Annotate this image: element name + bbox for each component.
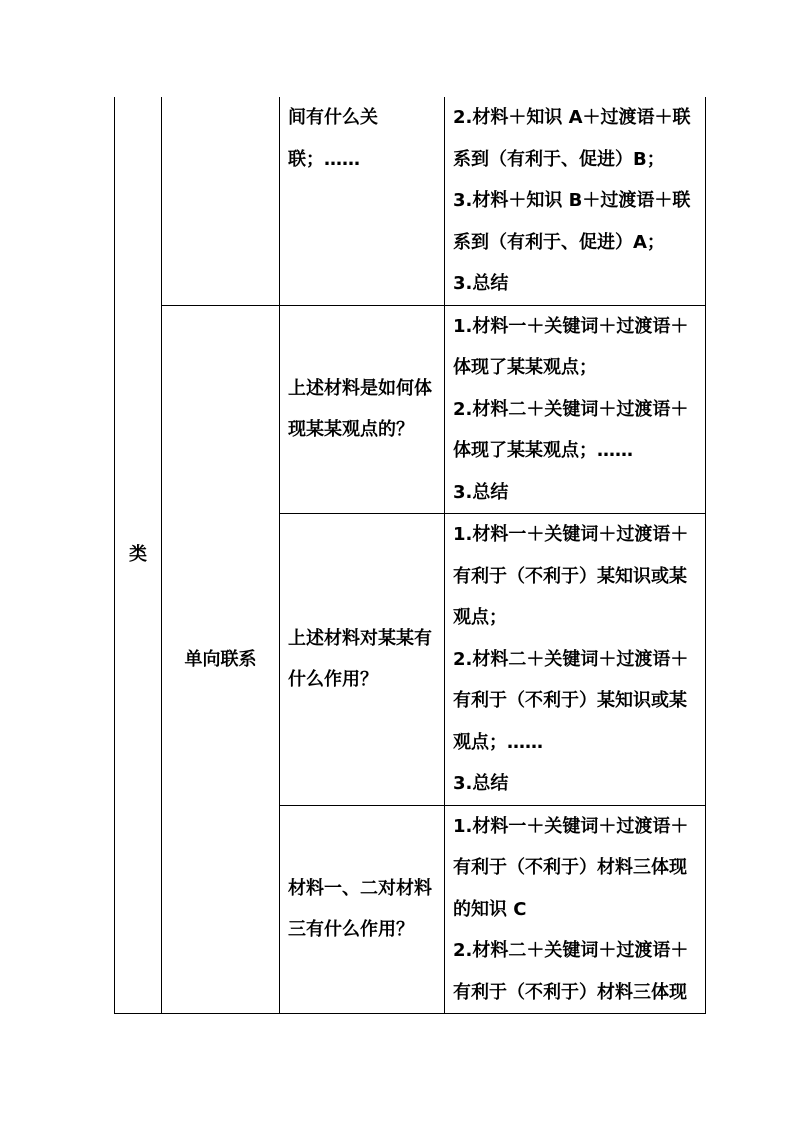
template-cell xyxy=(445,805,706,1014)
template-line: 的知识 C xyxy=(453,898,527,920)
table-row xyxy=(115,305,706,514)
template-line: 有利于（不利于）某知识或某 xyxy=(453,690,687,711)
template-cell xyxy=(445,305,706,514)
template-cell xyxy=(445,97,706,305)
template-text xyxy=(445,97,705,305)
template-line: 1.材料一＋关键词＋过渡语＋ xyxy=(453,524,689,545)
template-line: 2.材料＋知识 A＋过渡语＋联 xyxy=(453,107,691,128)
type-cell xyxy=(115,97,162,1014)
template-line: 观点； xyxy=(453,607,507,628)
question-text xyxy=(280,97,444,180)
template-line: 2.材料二＋关键词＋过渡语＋ xyxy=(453,398,689,420)
question-line: 三有什么作用？ xyxy=(288,919,414,941)
template-line: 1.材料一＋关键词＋过渡语＋ xyxy=(453,315,689,337)
relation-cell-empty xyxy=(162,97,280,305)
question-line: 上述材料是如何体 xyxy=(288,377,432,399)
template-line: 体现了某某观点；…… xyxy=(453,440,633,461)
template-line: 体现了某某观点； xyxy=(453,357,597,378)
template-line: 2.材料二＋关键词＋过渡语＋ xyxy=(453,940,689,961)
template-line: 有利于（不利于）材料三体现 xyxy=(453,857,687,878)
template-text xyxy=(445,806,705,1014)
template-line: 有利于（不利于）某知识或某 xyxy=(453,565,687,587)
question-line: 材料一、二对材料 xyxy=(288,877,432,899)
template-line: 系到（有利于、促进）A； xyxy=(453,231,665,253)
template-line: 3.总结 xyxy=(453,481,509,503)
question-cell xyxy=(280,805,445,1014)
template-line: 1.材料一＋关键词＋过渡语＋ xyxy=(453,815,689,837)
template-cell xyxy=(445,514,706,806)
question-cell xyxy=(280,97,445,305)
template-line: 3.材料＋知识 B＋过渡语＋联 xyxy=(453,190,691,211)
question-cell xyxy=(280,305,445,514)
question-line: 什么作用？ xyxy=(288,669,378,691)
question-cell xyxy=(280,514,445,806)
template-line: 有利于（不利于）材料三体现 xyxy=(453,981,687,1003)
template-text xyxy=(445,306,705,514)
answer-template-table xyxy=(114,97,706,1014)
table-row xyxy=(115,97,706,305)
template-line: 2.材料二＋关键词＋过渡语＋ xyxy=(453,648,689,670)
question-line: 联；…… xyxy=(288,148,360,170)
question-text xyxy=(280,368,444,451)
question-text xyxy=(280,618,444,701)
template-line: 3.总结 xyxy=(453,773,509,794)
question-line: 现某某观点的？ xyxy=(288,419,414,441)
template-line: 3.总结 xyxy=(453,273,509,294)
template-line: 系到（有利于、促进）B； xyxy=(453,148,665,170)
question-text xyxy=(280,868,444,951)
relation-label: 单向联系 xyxy=(184,648,257,670)
template-line: 观点；…… xyxy=(453,731,543,753)
template-text xyxy=(445,514,705,805)
type-label: 类 xyxy=(129,544,147,566)
relation-cell xyxy=(162,305,280,1014)
question-line: 上述材料对某某有 xyxy=(288,627,432,649)
question-line: 间有什么关 xyxy=(288,107,378,128)
